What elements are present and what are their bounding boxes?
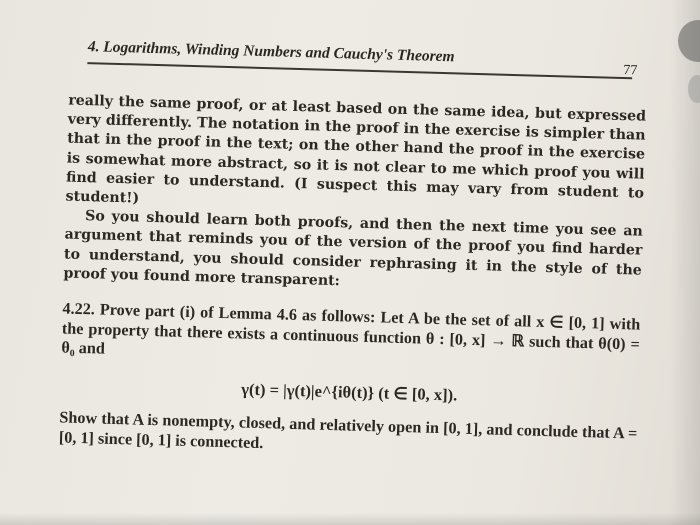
paragraph: So you should learn both proofs, and then the next time you see an argument that reminds you of the version of the proof you find harder to understand, you should consider rephrasing it in the style of the proof you found more transparent: xyxy=(63,208,644,290)
chapter-title: 4. Logarithms, Winding Numbers and Cauchy's Theorem xyxy=(87,38,455,66)
exercise-statement: Prove part (i) of Lemma 4.6 as follows: Let A be the set of all x ∈ [0, 1] with the property that there exists a continuous function θ : [0, x] → ℝ such that θ(0) = θ₀ and xyxy=(61,300,641,358)
body-text xyxy=(59,92,647,464)
paragraph: really the same proof, or at least based on the same idea, but expressed very differently. The notation in the proof in the exercise is simpler than that in the proof in the text; on the other hand the proof in the exercise is somewhat more abstract, so it is not clear to me which proof you will find easier to understand. (I suspect this may vary from student to student!) xyxy=(65,92,647,207)
exercise-number: 4.22. xyxy=(62,299,96,319)
display-equation: γ(t) = |γ(t)|e^{iθ(t)} (t ∈ [0, x]). xyxy=(241,379,458,405)
exercise-conclusion: Show that A is nonempty, closed, and relatively open in [0, 1], and conclude that A = [0, 1] since [0, 1] is connected. xyxy=(58,408,638,452)
background-object xyxy=(688,75,700,103)
exercise xyxy=(61,300,640,375)
page-bottom-shadow xyxy=(0,513,700,525)
page-number: 77 xyxy=(623,63,638,79)
